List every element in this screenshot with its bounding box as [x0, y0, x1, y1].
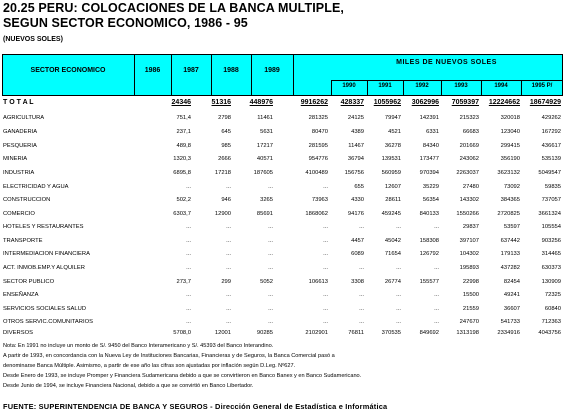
cell-value: 655 — [354, 184, 364, 190]
cell-value: 1055962 — [373, 99, 401, 106]
row-label: MINERIA — [3, 156, 28, 162]
cell-value: 11467 — [348, 143, 364, 149]
cell-value: 80470 — [311, 129, 328, 135]
cell-value: ... — [434, 306, 439, 312]
cell-value: 158308 — [419, 238, 439, 244]
cell-value: ... — [323, 319, 328, 325]
cell-value: 24346 — [171, 99, 191, 106]
row-label: SECTOR PUBLICO — [3, 279, 55, 285]
cell-value: 5631 — [260, 129, 273, 135]
cell-value: 28611 — [385, 197, 401, 203]
row-label: SERVICIOS SOCIALES SALUD — [3, 306, 87, 312]
cell-value: 104302 — [459, 251, 479, 257]
cell-value: 985 — [221, 143, 231, 149]
cell-value: 17218 — [214, 170, 231, 176]
cell-value: 90285 — [256, 330, 273, 336]
cell-value: ... — [226, 238, 231, 244]
row-label: HOTELES Y RESTAURANTES — [3, 224, 84, 230]
row-label: AGRICULTURA — [3, 115, 45, 121]
cell-value: 535139 — [541, 156, 561, 162]
cell-value: 502,2 — [176, 197, 191, 203]
cell-value: ... — [268, 184, 273, 190]
cell-value: ... — [226, 251, 231, 257]
cell-value: 448976 — [249, 99, 273, 106]
table-row — [3, 292, 563, 302]
row-label: ELECTRICIDAD Y AGUA — [3, 184, 69, 190]
header-miles: MILES DE NUEVOS SOLES — [396, 59, 497, 66]
cell-value: 11461 — [257, 115, 273, 121]
cell-value: ... — [268, 251, 273, 257]
cell-value: 6895,8 — [173, 170, 191, 176]
header-year-1993: 1993 — [454, 83, 468, 89]
cell-value: 712363 — [541, 319, 561, 325]
cell-value: 1868062 — [305, 211, 328, 217]
header-year-1988: 1988 — [223, 67, 239, 74]
note-line: A partir de 1993, en concordancia con la Nueva Ley de Instituciones Bancarias, Financieras y de Seguros, la Banca Comercial pasó a — [3, 353, 335, 359]
cell-value: 370535 — [381, 330, 401, 336]
cell-value: 36607 — [503, 306, 520, 312]
note-line: Desde Enero de 1993, se incluye Promper y Financiera Sudamericana debido a que se convirtieron en Banco Banex y en Banco Sudamericano. — [3, 373, 362, 379]
cell-value: 243062 — [459, 156, 479, 162]
cell-value: 187605 — [253, 170, 273, 176]
title-line-2: SEGUN SECTOR ECONOMICO, 1986 - 95 — [3, 16, 248, 30]
cell-value: 314465 — [541, 251, 561, 257]
cell-value: 3623132 — [497, 170, 520, 176]
cell-value: 40571 — [256, 156, 273, 162]
cell-value: 637442 — [500, 238, 520, 244]
cell-value: ... — [186, 306, 191, 312]
cell-value: 751,4 — [176, 115, 191, 121]
table-row — [3, 211, 563, 221]
table-row — [3, 143, 563, 153]
cell-value: ... — [226, 265, 231, 271]
units-subtitle: (NUEVOS SOLES) — [3, 36, 63, 43]
cell-value: 36794 — [347, 156, 364, 162]
cell-value: ... — [226, 184, 231, 190]
cell-value: 2334916 — [497, 330, 520, 336]
cell-value: ... — [268, 224, 273, 230]
table-row — [3, 330, 563, 340]
table-row — [3, 170, 563, 180]
cell-value: 4521 — [388, 129, 401, 135]
cell-value: 4043756 — [538, 330, 561, 336]
cell-value: 237,1 — [176, 129, 191, 135]
cell-value: 2102901 — [305, 330, 328, 336]
cell-value: 436617 — [541, 143, 561, 149]
cell-value: 645 — [221, 129, 231, 135]
header-year-1986: 1986 — [144, 67, 161, 74]
cell-value: ... — [186, 224, 191, 230]
cell-value: 126792 — [419, 251, 439, 257]
cell-value: 840133 — [419, 211, 439, 217]
header-year-1991: 1991 — [378, 83, 392, 89]
cell-value: 73963 — [311, 197, 328, 203]
cell-value: 45042 — [384, 238, 401, 244]
cell-value: 6089 — [351, 251, 364, 257]
cell-value: 849692 — [419, 330, 439, 336]
cell-value: 356190 — [500, 156, 520, 162]
cell-value: 18674929 — [529, 99, 561, 106]
cell-value: ... — [434, 224, 439, 230]
header-year-1995: 1995 P/ — [531, 83, 553, 89]
cell-value: ... — [226, 292, 231, 298]
cell-value: 299415 — [500, 143, 520, 149]
cell-value: 281595 — [308, 143, 328, 149]
header-year-1992: 1992 — [415, 83, 429, 89]
cell-value: 71654 — [384, 251, 401, 257]
cell-value: ... — [268, 292, 273, 298]
table-row — [3, 129, 563, 139]
header-year-1994: 1994 — [494, 83, 508, 89]
cell-value: 17217 — [256, 143, 273, 149]
total-row — [3, 99, 563, 109]
cell-value: 541733 — [500, 319, 520, 325]
cell-value: 130909 — [541, 279, 561, 285]
cell-value: 21559 — [462, 306, 479, 312]
cell-value: ... — [186, 265, 191, 271]
cell-value: 299 — [221, 279, 231, 285]
cell-value: 273,7 — [176, 279, 191, 285]
cell-value: ... — [359, 224, 364, 230]
cell-value: 201669 — [459, 143, 479, 149]
cell-value: ... — [323, 265, 328, 271]
cell-value: ... — [359, 306, 364, 312]
cell-value: 27480 — [462, 184, 479, 190]
cell-value: 73092 — [503, 184, 520, 190]
cell-value: 4100489 — [305, 170, 328, 176]
cell-value: 4457 — [351, 238, 364, 244]
cell-value: 3308 — [351, 279, 364, 285]
row-label: COMERCIO — [3, 211, 35, 217]
cell-value: ... — [323, 224, 328, 230]
cell-value: 36278 — [384, 143, 401, 149]
cell-value: 94176 — [347, 211, 364, 217]
cell-value: ... — [186, 184, 191, 190]
cell-value: ... — [268, 306, 273, 312]
cell-value: 737057 — [541, 197, 561, 203]
cell-value: 66683 — [462, 129, 479, 135]
row-label: DIVERSOS — [3, 330, 33, 336]
cell-value: ... — [434, 319, 439, 325]
row-label: ENSEÑANZA — [3, 292, 39, 298]
cell-value: 6303,7 — [173, 211, 191, 217]
cell-value: 72325 — [544, 292, 561, 298]
cell-value: 2263037 — [456, 170, 479, 176]
cell-value: 35229 — [422, 184, 439, 190]
cell-value: 5052 — [260, 279, 273, 285]
table-row — [3, 238, 563, 248]
cell-value: ... — [323, 251, 328, 257]
cell-value: ... — [323, 184, 328, 190]
cell-value: 82454 — [503, 279, 520, 285]
table-row — [3, 224, 563, 234]
table-header — [2, 54, 563, 96]
cell-value: 459245 — [381, 211, 401, 217]
header-year-1989: 1989 — [264, 67, 280, 74]
note-line: denominarse Banca Múltiple. Asimismo, a partir de ese año las cifras son ajustadas por inflación según D.Leg. Nº627. — [3, 363, 296, 369]
cell-value: 59835 — [544, 184, 561, 190]
cell-value: 630373 — [541, 265, 561, 271]
cell-value: ... — [268, 238, 273, 244]
cell-value: 142391 — [419, 115, 439, 121]
cell-value: 6331 — [426, 129, 439, 135]
cell-value: 24125 — [347, 115, 364, 121]
cell-value: 5708,0 — [173, 330, 191, 336]
page-title — [3, 1, 344, 31]
cell-value: 12001 — [214, 330, 231, 336]
table-row — [3, 251, 563, 261]
note-line: Desde Junio de 1994, se incluye Financiera Nacional, debido a que se convirtió en Banco Libertador. — [3, 383, 254, 389]
cell-value: 215323 — [459, 115, 479, 121]
cell-value: 53597 — [503, 224, 520, 230]
cell-value: 12607 — [384, 184, 401, 190]
row-label: PESQUERIA — [3, 143, 37, 149]
cell-value: 1320,3 — [173, 156, 191, 162]
row-label: T O T A L — [3, 99, 34, 106]
cell-value: 51316 — [211, 99, 231, 106]
cell-value: 143302 — [459, 197, 479, 203]
cell-value: ... — [186, 251, 191, 257]
cell-value: 7059397 — [451, 99, 479, 106]
cell-value: ... — [396, 265, 401, 271]
cell-value: ... — [434, 292, 439, 298]
source-line: FUENTE: SUPERINTENDENCIA DE BANCA Y SEGUROS - Dirección General de Estadística e Informática — [3, 402, 388, 411]
row-label: ACT. INMOB.EMP.Y ALQUILER — [3, 265, 85, 271]
cell-value: ... — [359, 265, 364, 271]
cell-value: ... — [396, 224, 401, 230]
cell-value: 2798 — [218, 115, 231, 121]
cell-value: 3265 — [260, 197, 273, 203]
cell-value: 79947 — [384, 115, 401, 121]
cell-value: 60840 — [544, 306, 561, 312]
cell-value: 428337 — [340, 99, 364, 106]
cell-value: 247670 — [459, 319, 479, 325]
cell-value: 954776 — [308, 156, 328, 162]
cell-value: ... — [186, 238, 191, 244]
cell-value: 167292 — [541, 129, 561, 135]
cell-value: 173477 — [419, 156, 439, 162]
cell-value: 903256 — [541, 238, 561, 244]
title-line-1: 20.25 PERU: COLOCACIONES DE LA BANCA MULTIPLE, — [3, 1, 344, 15]
cell-value: 2666 — [218, 156, 231, 162]
cell-value: 397107 — [459, 238, 479, 244]
row-label: CONSTRUCCION — [3, 197, 51, 203]
cell-value: 4330 — [351, 197, 364, 203]
cell-value: 22998 — [462, 279, 479, 285]
cell-value: 489,8 — [176, 143, 191, 149]
cell-value: ... — [396, 292, 401, 298]
notes — [3, 341, 563, 391]
cell-value: ... — [323, 306, 328, 312]
cell-value: 26774 — [384, 279, 401, 285]
cell-value: 437282 — [500, 265, 520, 271]
cell-value: 5049547 — [538, 170, 561, 176]
cell-value: 384365 — [500, 197, 520, 203]
cell-value: 29837 — [462, 224, 479, 230]
row-label: INTERMEDIACION FINANCIERA — [3, 251, 90, 257]
cell-value: 105554 — [541, 224, 561, 230]
table-row — [3, 306, 563, 316]
header-sector: SECTOR ECONOMICO — [30, 67, 106, 74]
cell-value: 12224662 — [488, 99, 520, 106]
cell-value: 946 — [221, 197, 231, 203]
cell-value: 15500 — [462, 292, 479, 298]
cell-value: 9916262 — [300, 99, 328, 106]
cell-value: ... — [186, 292, 191, 298]
table-row — [3, 279, 563, 289]
row-label: GANADERIA — [3, 129, 38, 135]
cell-value: 195893 — [459, 265, 479, 271]
cell-value: 139531 — [381, 156, 401, 162]
cell-value: ... — [396, 306, 401, 312]
cell-value: 3062996 — [411, 99, 439, 106]
cell-value: ... — [434, 265, 439, 271]
cell-value: 179133 — [500, 251, 520, 257]
cell-value: 560959 — [381, 170, 401, 176]
cell-value: ... — [268, 319, 273, 325]
table-row — [3, 184, 563, 194]
cell-value: ... — [396, 319, 401, 325]
cell-value: 2720825 — [497, 211, 520, 217]
cell-value: 56354 — [422, 197, 439, 203]
cell-value: ... — [359, 319, 364, 325]
cell-value: 970394 — [419, 170, 439, 176]
cell-value: 85691 — [256, 211, 273, 217]
cell-value: 123040 — [500, 129, 520, 135]
cell-value: 12900 — [214, 211, 231, 217]
header-year-1987: 1987 — [183, 67, 199, 74]
header-year-1990: 1990 — [342, 83, 356, 89]
cell-value: 84340 — [422, 143, 439, 149]
cell-value: 320018 — [500, 115, 520, 121]
cell-value: 106613 — [308, 279, 328, 285]
cell-value: ... — [226, 224, 231, 230]
row-label: INDUSTRIA — [3, 170, 35, 176]
cell-value: 155577 — [419, 279, 439, 285]
table-row — [3, 156, 563, 166]
cell-value: ... — [323, 238, 328, 244]
cell-value: ... — [186, 319, 191, 325]
table-row — [3, 115, 563, 125]
table-row — [3, 319, 563, 329]
cell-value: ... — [359, 292, 364, 298]
cell-value: ... — [268, 265, 273, 271]
cell-value: ... — [226, 319, 231, 325]
row-label: OTROS SERVIC.COMUNITARIOS — [3, 319, 93, 325]
cell-value: ... — [323, 292, 328, 298]
cell-value: 1313198 — [456, 330, 479, 336]
cell-value: ... — [226, 306, 231, 312]
note-line: Nota: En 1991 no incluye un monto de S/. 9450 del Banco Interamericano y S/. 45393 del Banco Interandino. — [3, 343, 274, 349]
table-row — [3, 197, 563, 207]
cell-value: 3661324 — [538, 211, 561, 217]
cell-value: 156756 — [344, 170, 364, 176]
cell-value: 1550266 — [456, 211, 479, 217]
cell-value: 281325 — [308, 115, 328, 121]
cell-value: 76811 — [348, 330, 364, 336]
row-label: TRANSPORTE — [3, 238, 43, 244]
cell-value: 429262 — [541, 115, 561, 121]
cell-value: 4389 — [351, 129, 364, 135]
cell-value: 49241 — [503, 292, 520, 298]
table-row — [3, 265, 563, 275]
